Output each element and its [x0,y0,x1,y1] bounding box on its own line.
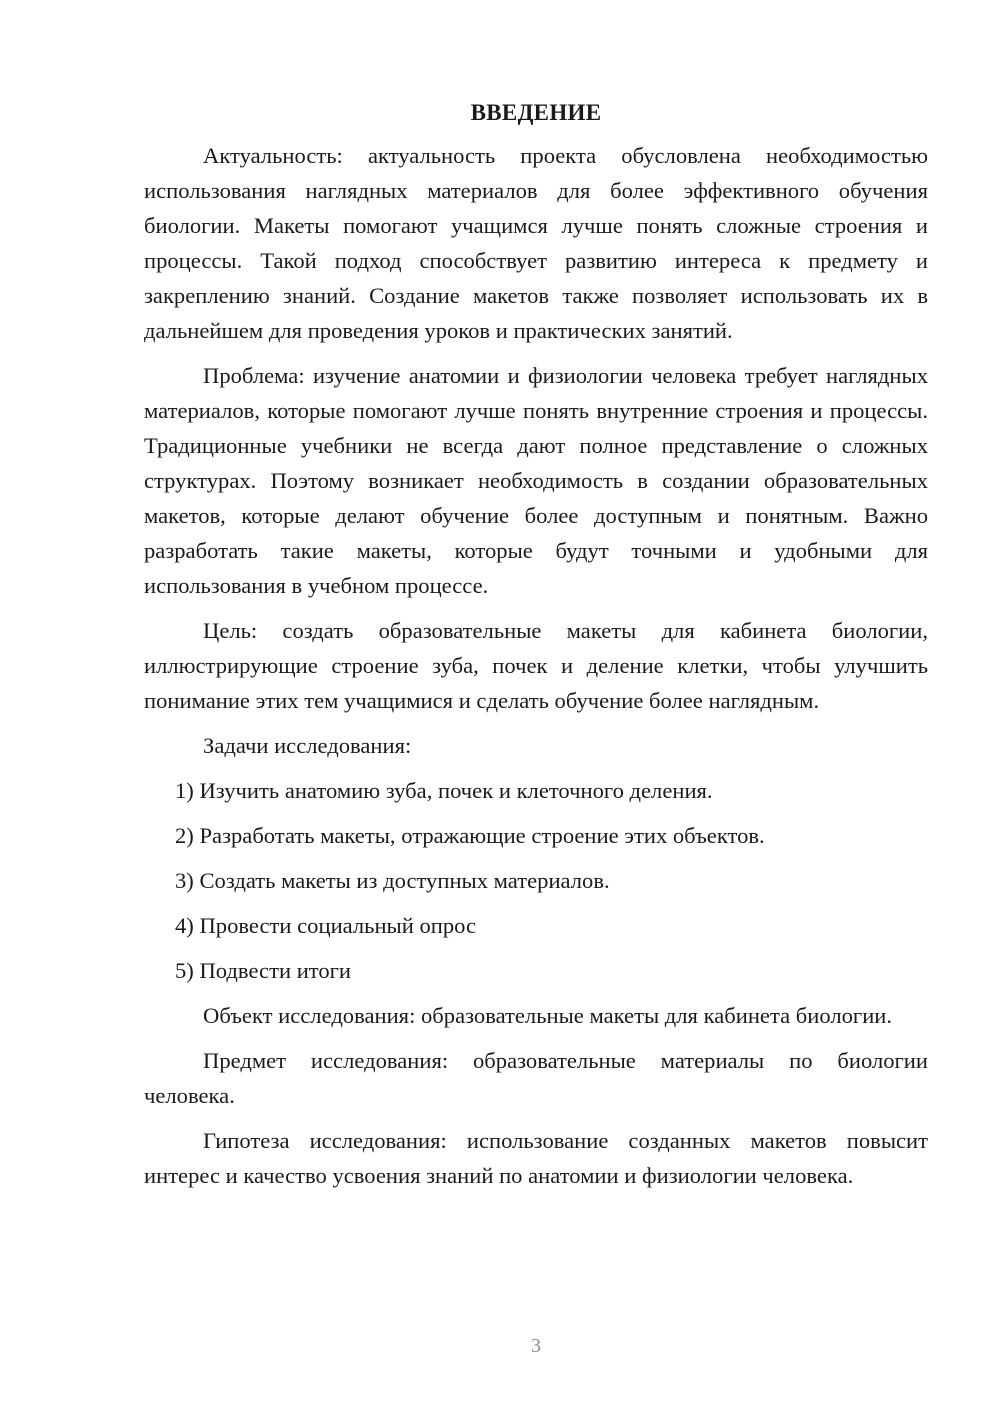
page-number: 3 [531,1335,541,1357]
page-content [144,95,928,1193]
paragraph-subject: Предмет исследования: образовательные материалы по биологии человека. [144,1048,928,1108]
list-item: 3) Создать макеты из доступных материалов. [175,868,610,893]
tasks-heading: Задачи исследования: [203,733,412,758]
section-title: ВВЕДЕНИЕ [470,100,602,125]
list-item: 5) Подвести итоги [175,958,352,983]
paragraph-object: Объект исследования: образовательные макеты для кабинета биологии. [203,1003,893,1028]
list-item: 1) Изучить анатомию зуба, почек и клеточного деления. [175,778,713,803]
tasks-list [144,773,928,988]
paragraph-relevance: Актуальность: актуальность проекта обусловлена необходимостью использования наглядных материалов для более эффективного обучения биологии. Макеты помогают учащимся лучше понять сложные строения и процессы. Такой подход способствует развитию интереса к предмету и закреплению знаний. Создание макетов также позволяет использовать их в дальнейшем для проведения уроков и практических занятий. [144,143,928,343]
paragraph-problem: Проблема: изучение анатомии и физиологии человека требует наглядных материалов, которые помогают лучше понять внутренние строения и процессы. Традиционные учебники не всегда дают полное представление о сложных структурах. Поэтому возникает необходимость в создании образовательных макетов, которые делают обучение более доступным и понятным. Важно разработать такие макеты, которые будут точными и удобными для использования в учебном процессе. [144,363,928,598]
list-item: 2) Разработать макеты, отражающие строение этих объектов. [175,823,765,848]
paragraph-goal: Цель: создать образовательные макеты для кабинета биологии, иллюстрирующие строение зуба, почек и деление клетки, чтобы улучшить понимание этих тем учащимися и сделать обучение более наглядным. [144,618,928,713]
paragraph-hypothesis: Гипотеза исследования: использование созданных макетов повысит интерес и качество усвоения знаний по анатомии и физиологии человека. [144,1128,928,1188]
list-item: 4) Провести социальный опрос [175,913,477,938]
